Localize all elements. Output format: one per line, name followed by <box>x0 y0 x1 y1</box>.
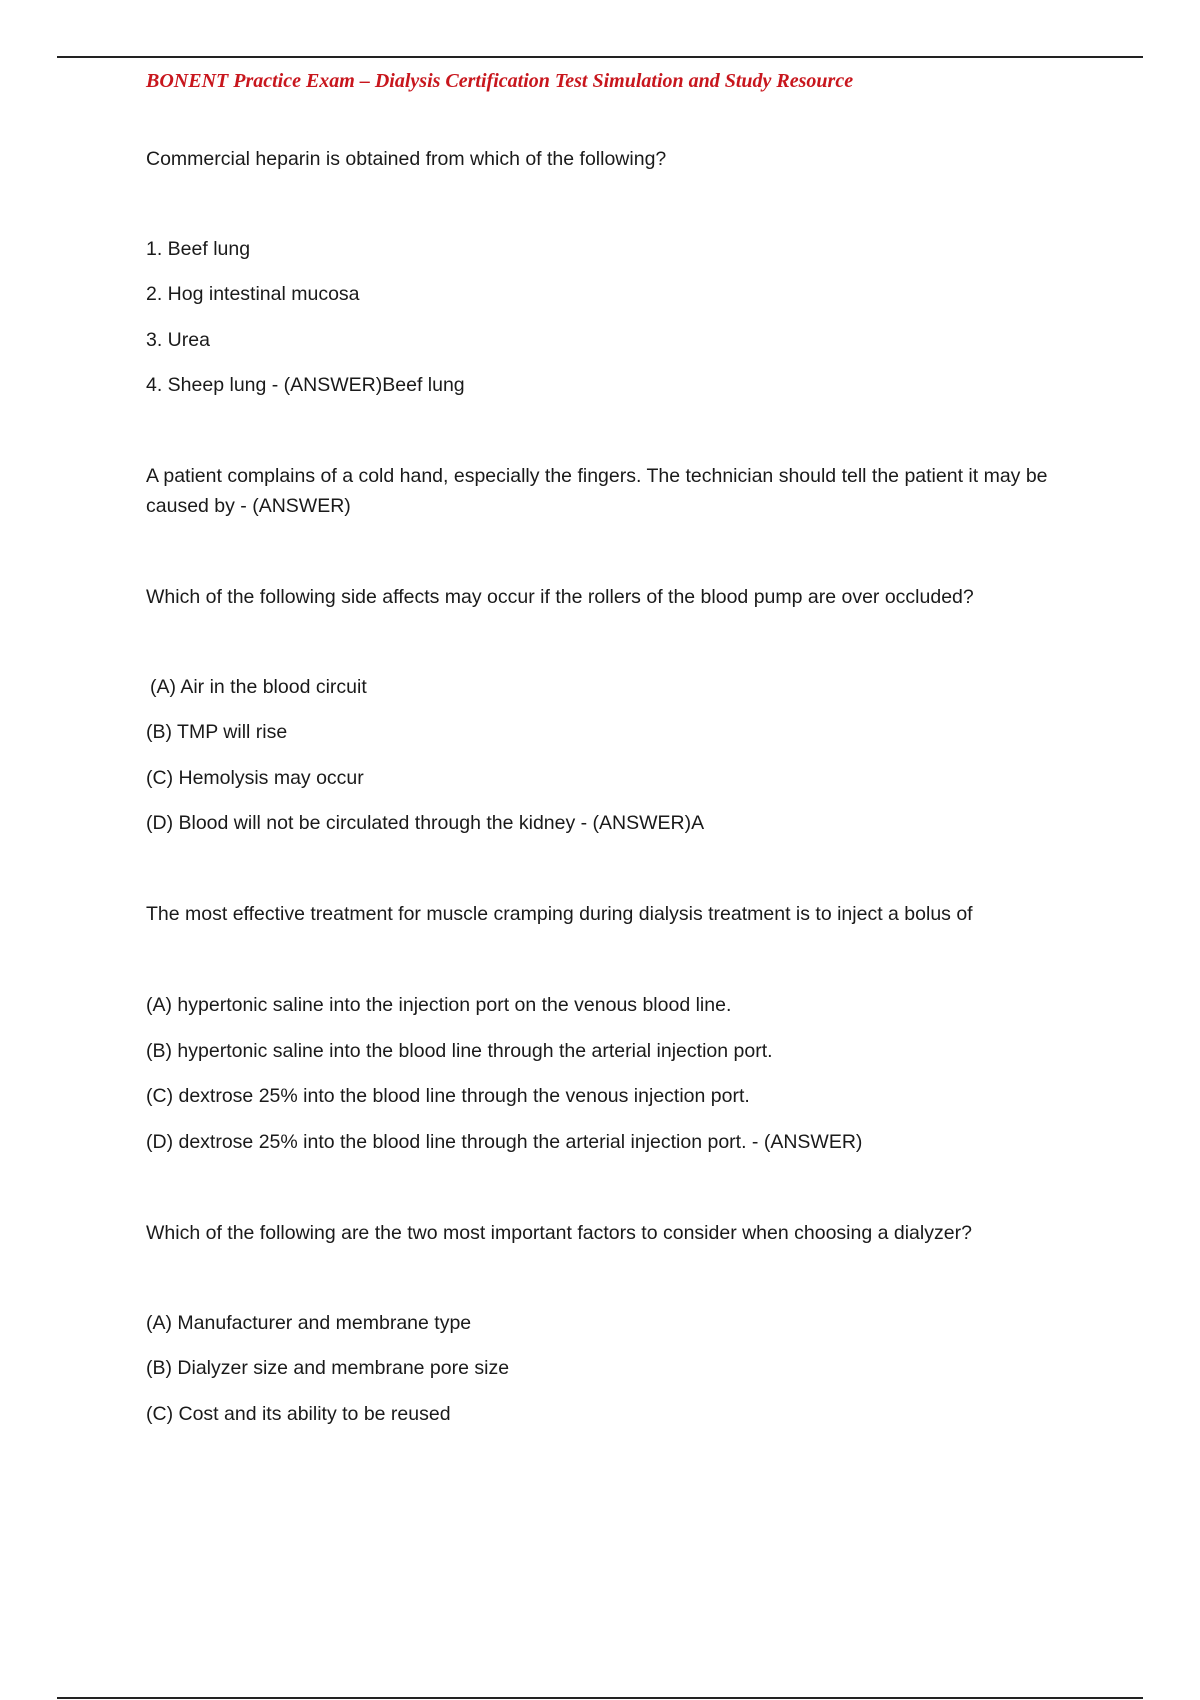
answer-option: 1. Beef lung <box>146 238 251 260</box>
answer-option: (C) Hemolysis may occur <box>146 767 364 789</box>
page-title: BONENT Practice Exam – Dialysis Certification Test Simulation and Study Resource <box>146 70 854 92</box>
question-text: Which of the following are the two most important factors to consider when choosing a dialyzer? <box>146 1222 972 1244</box>
answer-option: 4. Sheep lung - (ANSWER)Beef lung <box>146 374 465 396</box>
question-text: A patient complains of a cold hand, especially the fingers. The technician should tell the patient it may be caused by - (ANSWER) <box>146 465 1048 517</box>
answer-option: (D) Blood will not be circulated through the kidney - (ANSWER)A <box>146 812 705 834</box>
answer-option: (A) Air in the blood circuit <box>150 676 367 698</box>
header-rule <box>57 56 1143 58</box>
question-text: Which of the following side affects may occur if the rollers of the blood pump are over occluded? <box>146 586 974 608</box>
answer-option: (C) dextrose 25% into the blood line through the venous injection port. <box>146 1085 750 1107</box>
answer-option: (B) Dialyzer size and membrane pore size <box>146 1357 510 1379</box>
question-text: The most effective treatment for muscle cramping during dialysis treatment is to inject a bolus of <box>146 903 973 925</box>
answer-option: (C) Cost and its ability to be reused <box>146 1403 451 1425</box>
answer-option: 2. Hog intestinal mucosa <box>146 283 360 305</box>
answer-option: (B) TMP will rise <box>146 721 288 743</box>
answer-option: (D) dextrose 25% into the blood line through the arterial injection port. - (ANSWER) <box>146 1131 863 1153</box>
answer-option: (B) hypertonic saline into the blood line through the arterial injection port. <box>146 1040 773 1062</box>
footer-rule <box>57 1697 1143 1699</box>
answer-option: (A) hypertonic saline into the injection port on the venous blood line. <box>146 994 732 1016</box>
answer-option: (A) Manufacturer and membrane type <box>146 1312 472 1334</box>
answer-option: 3. Urea <box>146 329 210 351</box>
question-text: Commercial heparin is obtained from which of the following? <box>146 148 667 170</box>
